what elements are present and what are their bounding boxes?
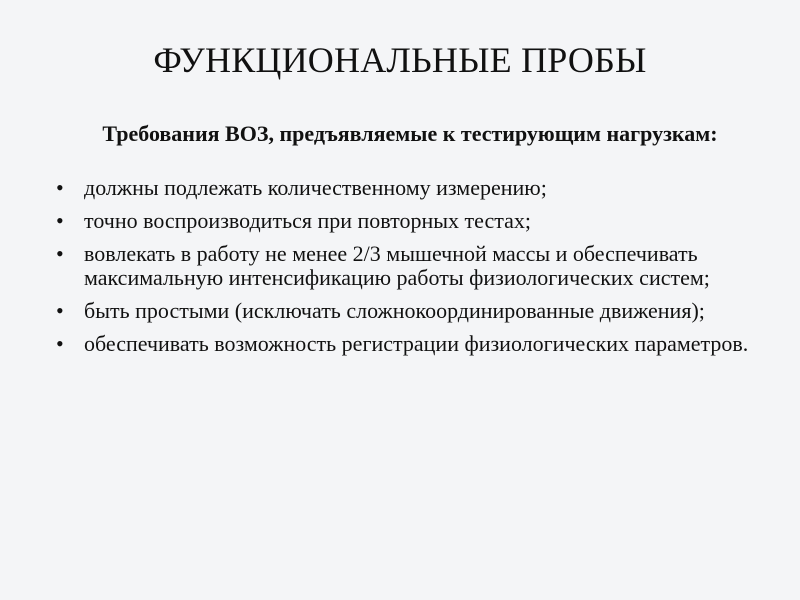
- bullet-icon: •: [56, 298, 64, 323]
- bullet-text: должны подлежать количественному измерению;: [84, 175, 547, 200]
- slide-title: ФУНКЦИОНАЛЬНЫЕ ПРОБЫ: [153, 40, 647, 80]
- bullet-text: обеспечивать возможность регистрации физиологических параметров.: [84, 331, 749, 356]
- bullet-item: [0, 299, 800, 323]
- bullet-item: [0, 209, 800, 233]
- bullet-item: [0, 176, 800, 200]
- bullet-text: вовлекать в работу не менее 2/3 мышечной массы и обеспечивать максимальную интенсификацию работы физиологических систем;: [84, 241, 710, 290]
- bullet-list: [0, 176, 800, 365]
- bullet-icon: •: [56, 208, 64, 233]
- bullet-icon: •: [56, 175, 64, 200]
- bullet-icon: •: [56, 241, 64, 266]
- bullet-item: [0, 242, 800, 290]
- bullet-icon: •: [56, 331, 64, 356]
- bullet-text: быть простыми (исключать сложнокоординированные движения);: [84, 298, 705, 323]
- bullet-text: точно воспроизводиться при повторных тестах;: [84, 208, 531, 233]
- slide-subtitle: Требования ВОЗ, предъявляемые к тестирующим нагрузкам:: [102, 121, 718, 146]
- bullet-item: [0, 332, 800, 356]
